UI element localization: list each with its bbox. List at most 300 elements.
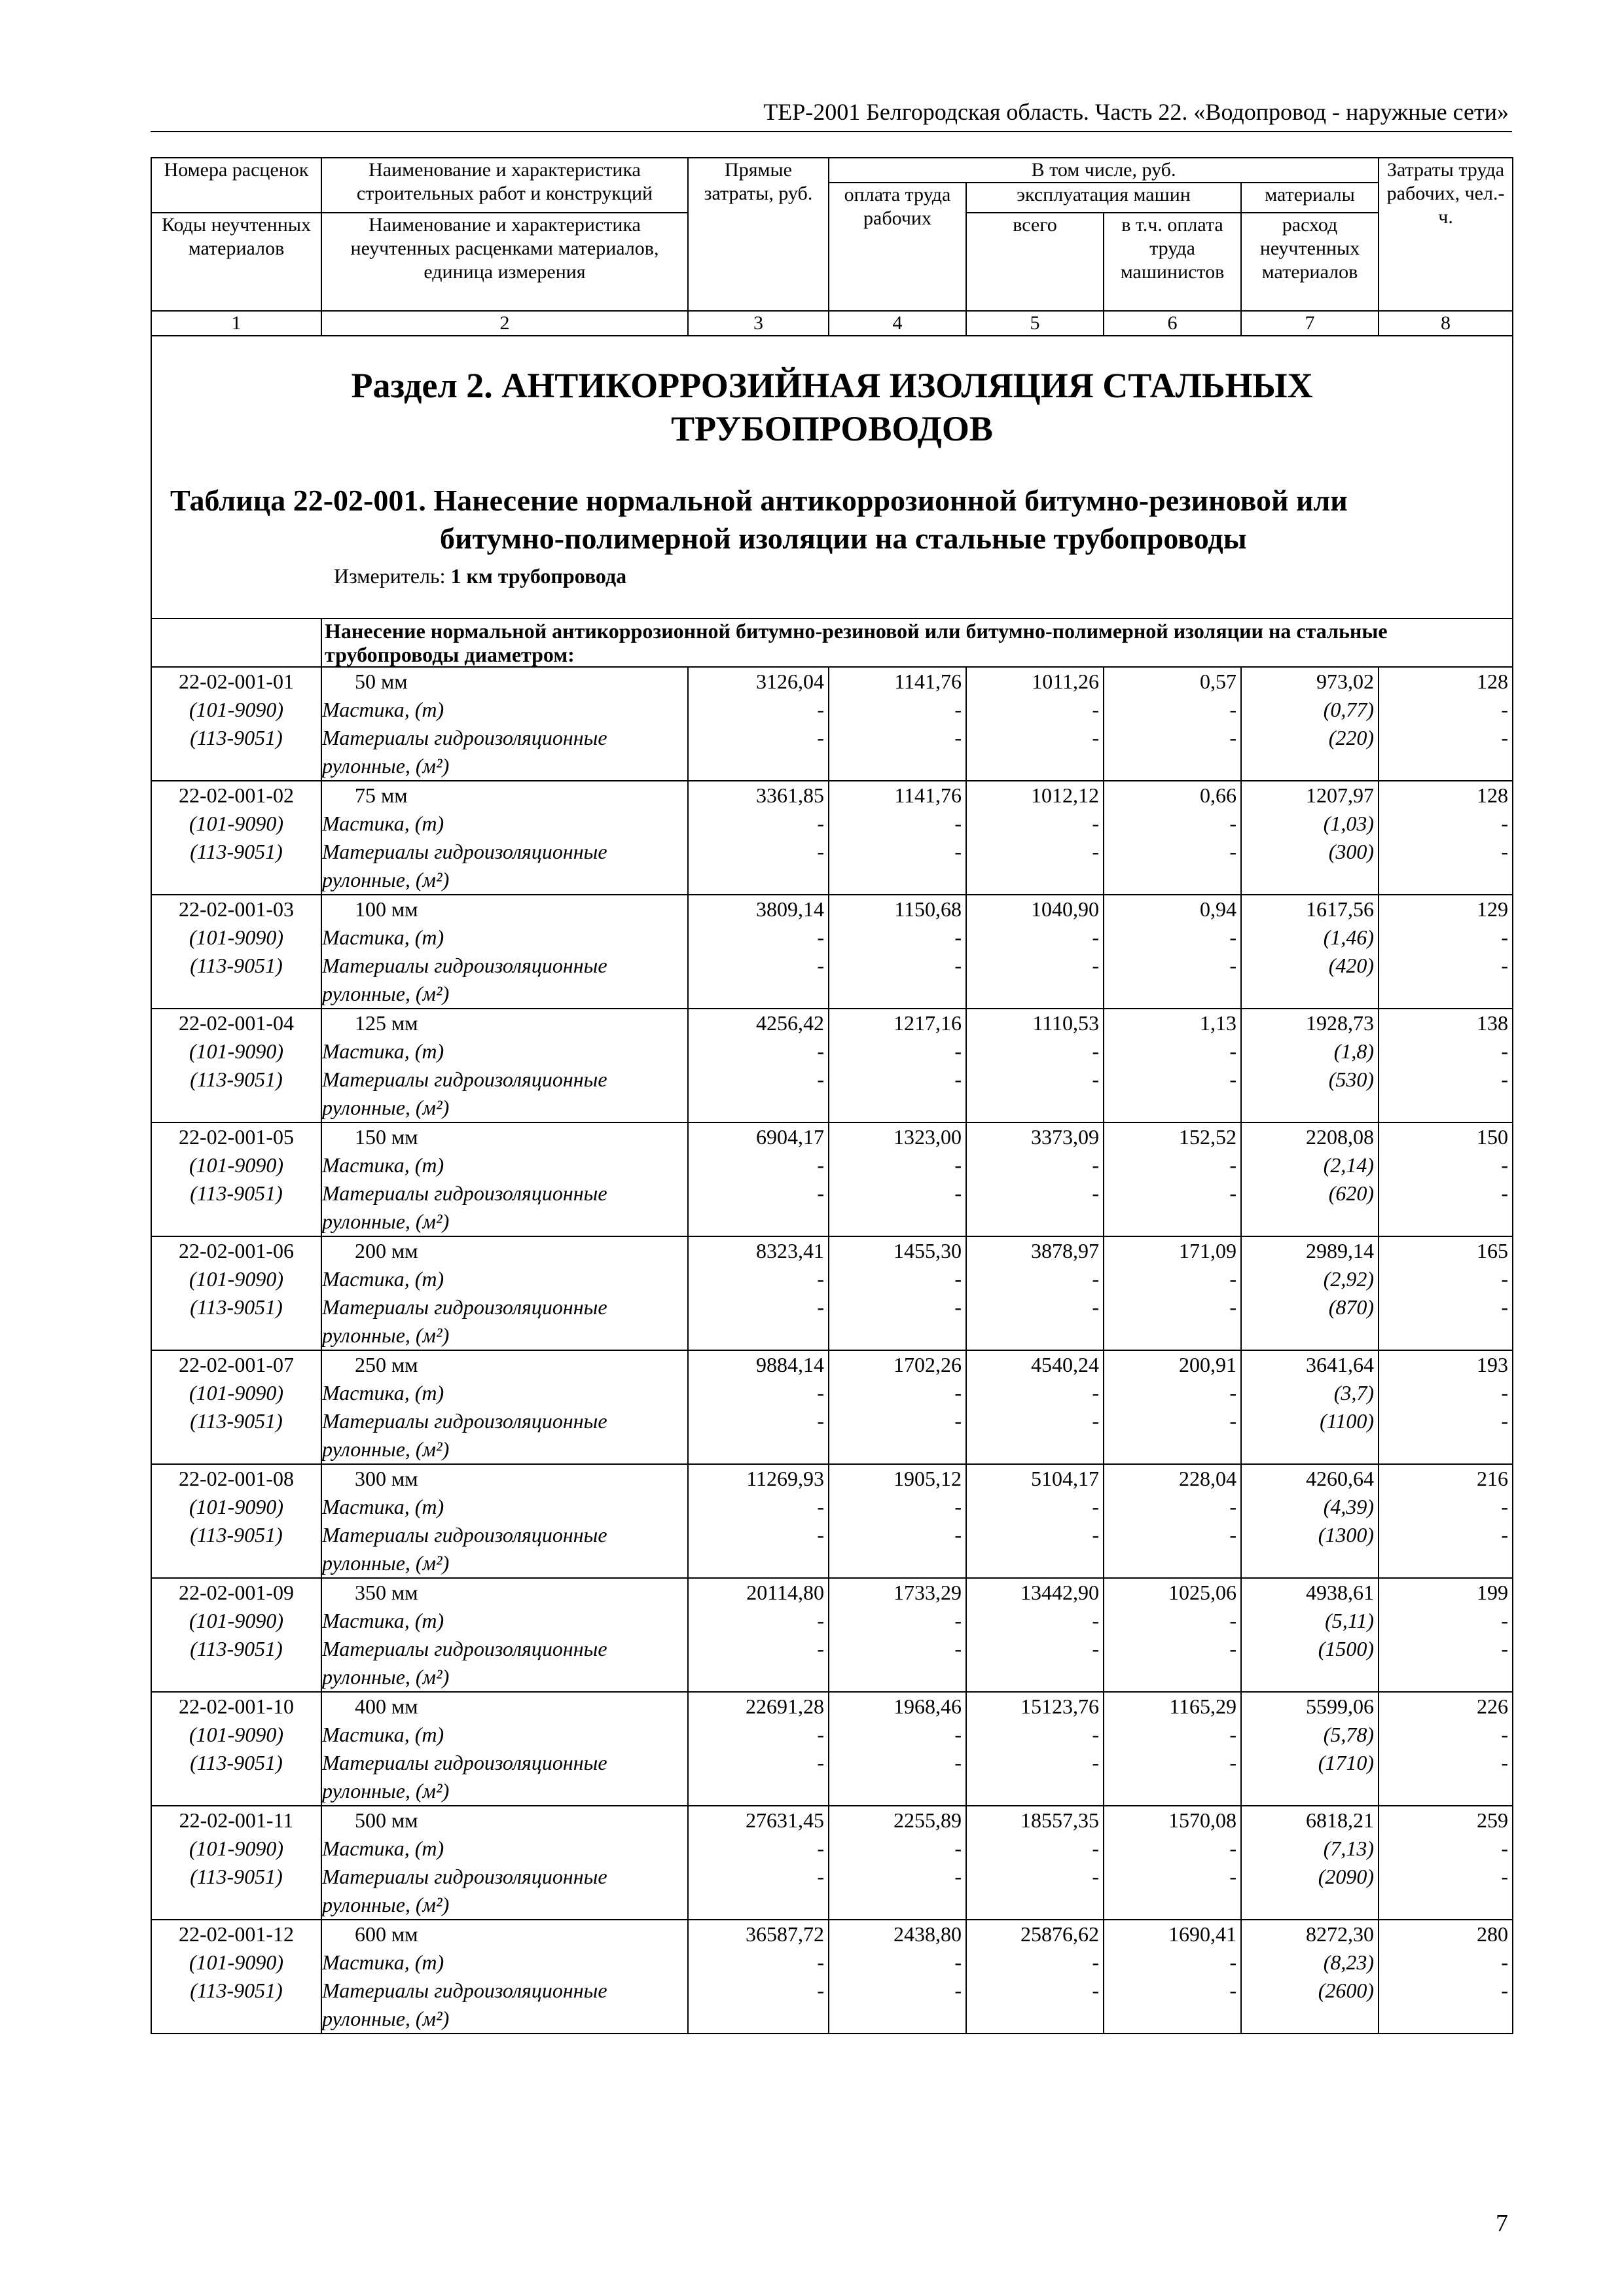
material-quantity: (2,14) — [1323, 1153, 1375, 1177]
dash: - — [1501, 1637, 1509, 1660]
material-code: (113-9051) — [190, 726, 283, 749]
material-code: (101-9090) — [189, 1495, 283, 1518]
cell-value: 1012,12 — [1031, 783, 1099, 807]
material-code: (101-9090) — [189, 925, 283, 949]
labor-pay-cell — [829, 1350, 966, 1464]
materials-cell — [1241, 1350, 1379, 1464]
dash: - — [1092, 1637, 1099, 1660]
subheading: Нанесение нормальной антикоррозионной битумно-резиновой или битумно-полимерной изоляции на стальные трубопроводы диаметром: — [321, 619, 1513, 667]
table-row — [151, 895, 1513, 1009]
labor-pay-cell — [829, 1464, 966, 1578]
material-code: (113-9051) — [190, 1067, 283, 1091]
dash: - — [1501, 1181, 1509, 1205]
dash: - — [1229, 1523, 1236, 1547]
cell-value: 1690,41 — [1168, 1922, 1236, 1946]
labor-hours-cell — [1379, 1692, 1513, 1806]
dash: - — [817, 698, 824, 721]
dash: - — [1092, 1495, 1099, 1518]
dash: - — [954, 726, 962, 749]
rate-code: 22-02-001-09 — [179, 1581, 294, 1604]
labor-pay-cell — [829, 1806, 966, 1920]
dash: - — [817, 1979, 824, 2002]
material-code: (113-9051) — [190, 1523, 283, 1547]
price-table — [151, 157, 1513, 2034]
dash: - — [954, 1751, 962, 1774]
work-name-cell — [321, 1806, 688, 1920]
labor-pay-cell — [829, 1009, 966, 1122]
dash: - — [1092, 1409, 1099, 1433]
dash: - — [817, 1295, 824, 1319]
cell-value: 165 — [1477, 1239, 1509, 1263]
rate-code-cell — [151, 667, 321, 781]
labor-pay-cell — [829, 1692, 966, 1806]
dash: - — [817, 1181, 824, 1205]
page-header — [151, 85, 1512, 132]
cell-value: 4256,42 — [756, 1011, 824, 1035]
dash: - — [817, 1609, 824, 1632]
material-quantity: (4,39) — [1323, 1495, 1375, 1518]
material-name: Материалы гидроизоляционные рулонные, (м²) — [322, 1523, 607, 1575]
dash: - — [1501, 1979, 1509, 2002]
header-machines: эксплуатация машин — [966, 183, 1241, 213]
dash: - — [954, 1950, 962, 1974]
dash: - — [1092, 1039, 1099, 1063]
direct-costs-cell — [688, 781, 829, 895]
dash: - — [954, 1609, 962, 1632]
cell-value: 5599,06 — [1306, 1695, 1375, 1718]
dash: - — [817, 954, 824, 977]
section-title-cell — [151, 336, 1513, 619]
material-name: Мастика, (т) — [322, 925, 444, 949]
material-quantity: (300) — [1328, 840, 1375, 863]
cell-value: 1141,76 — [894, 670, 962, 693]
column-number: 4 — [829, 311, 966, 336]
dash: - — [1229, 1837, 1236, 1860]
dash: - — [1229, 698, 1236, 721]
cell-value: 4540,24 — [1031, 1353, 1099, 1376]
cell-value: 1141,76 — [894, 783, 962, 807]
work-name-cell — [321, 1236, 688, 1350]
header-material-codes: Коды неучтенных материалов — [151, 213, 321, 311]
table-row — [151, 781, 1513, 895]
table-row — [151, 1464, 1513, 1578]
table-body — [151, 667, 1513, 2034]
header-machines-total: всего — [966, 213, 1104, 311]
rate-code-cell — [151, 1350, 321, 1464]
column-number: 8 — [1379, 311, 1513, 336]
dash: - — [1229, 726, 1236, 749]
dash: - — [954, 1039, 962, 1063]
dash: - — [1092, 698, 1099, 721]
dash: - — [1092, 1950, 1099, 1974]
dash: - — [817, 1865, 824, 1888]
materials-cell — [1241, 1464, 1379, 1578]
material-name: Материалы гидроизоляционные рулонные, (м²) — [322, 1865, 607, 1916]
dash: - — [1501, 1837, 1509, 1860]
material-name: Материалы гидроизоляционные рулонные, (м²) — [322, 726, 607, 778]
dash: - — [1092, 1723, 1099, 1746]
material-quantity: (2090) — [1318, 1865, 1375, 1888]
header-work-name: Наименование и характеристика строительных работ и конструкций — [321, 158, 688, 213]
header-labor-hours: Затраты труда рабочих, чел.-ч. — [1379, 158, 1513, 311]
work-name-cell — [321, 781, 688, 895]
dash: - — [1501, 812, 1509, 835]
dash: - — [1501, 1153, 1509, 1177]
dash: - — [1092, 1979, 1099, 2002]
operators-pay-cell — [1104, 1464, 1241, 1578]
work-name-cell — [321, 1920, 688, 2034]
labor-pay-cell — [829, 1122, 966, 1236]
labor-hours-cell — [1379, 1806, 1513, 1920]
dash: - — [817, 1039, 824, 1063]
header-labor-pay: оплата труда рабочих — [829, 183, 966, 311]
rate-code: 22-02-001-10 — [179, 1695, 294, 1718]
section-title-line: ТРУБОПРОВОДОВ — [671, 409, 993, 448]
cell-value: 193 — [1477, 1353, 1509, 1376]
material-code: (113-9051) — [190, 1637, 283, 1660]
material-code: (101-9090) — [189, 1723, 283, 1746]
dash: - — [1229, 1751, 1236, 1774]
material-quantity: (0,77) — [1323, 698, 1375, 721]
material-quantity: (530) — [1328, 1067, 1375, 1091]
cell-value: 1165,29 — [1169, 1695, 1236, 1718]
materials-cell — [1241, 1236, 1379, 1350]
materials-cell — [1241, 1578, 1379, 1692]
rate-code: 22-02-001-08 — [179, 1467, 294, 1490]
cell-value: 199 — [1477, 1581, 1509, 1604]
dash: - — [817, 1495, 824, 1518]
direct-costs-cell — [688, 1464, 829, 1578]
material-code: (113-9051) — [190, 1751, 283, 1774]
cell-value: 150 — [1477, 1125, 1509, 1149]
labor-hours-cell — [1379, 667, 1513, 781]
cell-value: 2208,08 — [1306, 1125, 1375, 1149]
machines-cell — [966, 1578, 1104, 1692]
dash: - — [954, 1979, 962, 2002]
material-code: (113-9051) — [190, 1865, 283, 1888]
cell-value: 128 — [1477, 783, 1509, 807]
header-material-names: Наименование и характеристика неучтенных расценками материалов, единица измерения — [321, 213, 688, 311]
pipe-diameter: 100 мм — [355, 897, 418, 921]
material-name: Мастика, (т) — [322, 1950, 444, 1974]
table-row — [151, 1122, 1513, 1236]
cell-value: 3373,09 — [1031, 1125, 1099, 1149]
cell-value: 4260,64 — [1306, 1467, 1375, 1490]
cell-value: 216 — [1477, 1467, 1509, 1490]
machines-cell — [966, 1464, 1104, 1578]
cell-value: 3809,14 — [756, 897, 824, 921]
dash: - — [1501, 1295, 1509, 1319]
materials-cell — [1241, 1009, 1379, 1122]
table-title-line: Таблица 22-02-001. Нанесение нормальной антикоррозионной битумно-резиновой или — [170, 484, 1348, 517]
cell-value: 6904,17 — [756, 1125, 824, 1149]
section-block — [151, 336, 1513, 667]
dash: - — [1092, 925, 1099, 949]
cell-value: 1217,16 — [893, 1011, 962, 1035]
cell-value: 36587,72 — [746, 1922, 824, 1946]
pipe-diameter: 200 мм — [355, 1239, 418, 1263]
dash: - — [1501, 840, 1509, 863]
dash: - — [1229, 1979, 1236, 2002]
material-code: (101-9090) — [189, 1267, 283, 1291]
material-code: (101-9090) — [189, 1609, 283, 1632]
cell-value: 1455,30 — [893, 1239, 962, 1263]
rate-code-cell — [151, 895, 321, 1009]
work-name-cell — [321, 1578, 688, 1692]
cell-value: 1323,00 — [893, 1125, 962, 1149]
cell-value: 128 — [1477, 670, 1509, 693]
pipe-diameter: 250 мм — [355, 1353, 418, 1376]
pipe-diameter: 150 мм — [355, 1125, 418, 1149]
dash: - — [817, 812, 824, 835]
header-rate-numbers: Номера расценок — [151, 158, 321, 213]
direct-costs-cell — [688, 667, 829, 781]
table-title — [170, 482, 1499, 558]
column-number: 5 — [966, 311, 1104, 336]
material-code: (101-9090) — [189, 1039, 283, 1063]
pipe-diameter: 500 мм — [355, 1808, 418, 1832]
work-name-cell — [321, 667, 688, 781]
dash: - — [817, 1837, 824, 1860]
rate-code-cell — [151, 1920, 321, 2034]
cell-value: 1702,26 — [893, 1353, 962, 1376]
labor-hours-cell — [1379, 1350, 1513, 1464]
dash: - — [1092, 1181, 1099, 1205]
material-name: Материалы гидроизоляционные рулонные, (м²) — [322, 1751, 607, 1803]
table-row — [151, 1236, 1513, 1350]
material-name: Мастика, (т) — [322, 1837, 444, 1860]
direct-costs-cell — [688, 1806, 829, 1920]
column-number: 6 — [1104, 311, 1241, 336]
material-name: Материалы гидроизоляционные рулонные, (м²) — [322, 1979, 607, 2030]
dash: - — [954, 1067, 962, 1091]
section-title-line: Раздел 2. АНТИКОРРОЗИЙНАЯ ИЗОЛЯЦИЯ СТАЛЬНЫХ — [351, 366, 1313, 405]
operators-pay-cell — [1104, 1578, 1241, 1692]
cell-value: 3641,64 — [1306, 1353, 1375, 1376]
pipe-diameter: 300 мм — [355, 1467, 418, 1490]
table-header — [151, 158, 1513, 336]
cell-value: 200,91 — [1179, 1353, 1236, 1376]
dash: - — [1092, 1295, 1099, 1319]
material-name: Материалы гидроизоляционные рулонные, (м²) — [322, 1295, 607, 1347]
material-code: (101-9090) — [189, 1153, 283, 1177]
material-quantity: (1500) — [1318, 1637, 1375, 1660]
rate-code: 22-02-001-06 — [179, 1239, 294, 1263]
measure-unit — [334, 564, 626, 588]
dash: - — [1501, 1039, 1509, 1063]
page-number: 7 — [1496, 2210, 1508, 2237]
material-quantity: (1710) — [1318, 1751, 1375, 1774]
dash: - — [1501, 1723, 1509, 1746]
dash: - — [1092, 812, 1099, 835]
labor-hours-cell — [1379, 1236, 1513, 1350]
direct-costs-cell — [688, 1578, 829, 1692]
direct-costs-cell — [688, 895, 829, 1009]
dash: - — [817, 1637, 824, 1660]
material-quantity: (5,78) — [1323, 1723, 1375, 1746]
measure-value: 1 км трубопровода — [450, 564, 627, 588]
machines-cell — [966, 1350, 1104, 1464]
machines-cell — [966, 1692, 1104, 1806]
material-name: Мастика, (т) — [322, 1723, 444, 1746]
dash: - — [1501, 698, 1509, 721]
labor-pay-cell — [829, 1578, 966, 1692]
material-name: Материалы гидроизоляционные рулонные, (м²) — [322, 1409, 607, 1461]
material-quantity: (420) — [1328, 954, 1375, 977]
cell-value: 1040,90 — [1031, 897, 1099, 921]
dash: - — [954, 812, 962, 835]
rate-code-cell — [151, 1806, 321, 1920]
material-name: Мастика, (т) — [322, 1267, 444, 1291]
direct-costs-cell — [688, 1122, 829, 1236]
material-name: Мастика, (т) — [322, 812, 444, 835]
cell-value: 22691,28 — [746, 1695, 824, 1718]
dash: - — [1092, 1751, 1099, 1774]
operators-pay-cell — [1104, 1236, 1241, 1350]
cell-value: 3126,04 — [756, 670, 824, 693]
header-material-consumption: расход неучтенных материалов — [1241, 213, 1379, 311]
header-including: В том числе, руб. — [829, 158, 1379, 183]
cell-value: 3878,97 — [1031, 1239, 1099, 1263]
dash: - — [1229, 1865, 1236, 1888]
dash: - — [1092, 1381, 1099, 1405]
section-title — [152, 364, 1512, 450]
material-name: Мастика, (т) — [322, 1609, 444, 1632]
cell-value: 9884,14 — [756, 1353, 824, 1376]
rate-code: 22-02-001-01 — [179, 670, 294, 693]
machines-cell — [966, 1806, 1104, 1920]
material-quantity: (7,13) — [1323, 1837, 1375, 1860]
cell-value: 27631,45 — [746, 1808, 824, 1832]
cell-value: 152,52 — [1179, 1125, 1236, 1149]
dash: - — [1092, 1153, 1099, 1177]
dash: - — [1092, 1609, 1099, 1632]
dash: - — [817, 1381, 824, 1405]
operators-pay-cell — [1104, 1806, 1241, 1920]
labor-pay-cell — [829, 1920, 966, 2034]
cell-value: 1150,68 — [894, 897, 962, 921]
material-quantity: (870) — [1328, 1295, 1375, 1319]
operators-pay-cell — [1104, 1350, 1241, 1464]
subheading-empty — [151, 619, 321, 667]
rate-code: 22-02-001-02 — [179, 783, 294, 807]
machines-cell — [966, 895, 1104, 1009]
cell-value: 15123,76 — [1020, 1695, 1099, 1718]
cell-value: 2255,89 — [893, 1808, 962, 1832]
material-quantity: (8,23) — [1323, 1950, 1375, 1974]
material-name: Мастика, (т) — [322, 1495, 444, 1518]
direct-costs-cell — [688, 1920, 829, 2034]
materials-cell — [1241, 1122, 1379, 1236]
pipe-diameter: 50 мм — [355, 670, 408, 693]
dash: - — [1501, 1950, 1509, 1974]
dash: - — [1229, 1039, 1236, 1063]
dash: - — [1229, 1067, 1236, 1091]
material-quantity: (1,8) — [1333, 1039, 1375, 1063]
dash: - — [817, 1523, 824, 1547]
cell-value: 280 — [1477, 1922, 1509, 1946]
cell-value: 226 — [1477, 1695, 1509, 1718]
dash: - — [817, 726, 824, 749]
dash: - — [1229, 1295, 1236, 1319]
dash: - — [1229, 1950, 1236, 1974]
table-row — [151, 1692, 1513, 1806]
material-quantity: (1,03) — [1323, 812, 1375, 835]
dash: - — [1092, 726, 1099, 749]
labor-hours-cell — [1379, 1578, 1513, 1692]
cell-value: 1207,97 — [1306, 783, 1375, 807]
work-name-cell — [321, 895, 688, 1009]
material-quantity: (2,92) — [1323, 1267, 1375, 1291]
labor-pay-cell — [829, 667, 966, 781]
rate-code-cell — [151, 1692, 321, 1806]
cell-value: 8272,30 — [1306, 1922, 1375, 1946]
dash: - — [1501, 1865, 1509, 1888]
dash: - — [1229, 1409, 1236, 1433]
cell-value: 2989,14 — [1306, 1239, 1375, 1263]
material-quantity: (1,46) — [1323, 925, 1375, 949]
cell-value: 129 — [1477, 897, 1509, 921]
table-row — [151, 1350, 1513, 1464]
dash: - — [1092, 1523, 1099, 1547]
work-name-cell — [321, 1009, 688, 1122]
material-code: (101-9090) — [189, 812, 283, 835]
pipe-diameter: 125 мм — [355, 1011, 418, 1035]
operators-pay-cell — [1104, 1920, 1241, 2034]
dash: - — [1092, 840, 1099, 863]
cell-value: 1025,06 — [1168, 1581, 1236, 1604]
header-direct-costs: Прямые затраты, руб. — [688, 158, 829, 311]
work-name-cell — [321, 1350, 688, 1464]
material-quantity: (620) — [1328, 1181, 1375, 1205]
cell-value: 973,02 — [1316, 670, 1375, 693]
table-row — [151, 1806, 1513, 1920]
header-operators-pay: в т.ч. оплата труда машинистов — [1104, 213, 1241, 311]
material-code: (113-9051) — [190, 954, 283, 977]
dash: - — [1229, 1609, 1236, 1632]
material-quantity: (2600) — [1318, 1979, 1375, 2002]
cell-value: 11269,93 — [746, 1467, 824, 1490]
dash: - — [954, 1181, 962, 1205]
dash: - — [817, 1067, 824, 1091]
dash: - — [817, 925, 824, 949]
column-number: 2 — [321, 311, 688, 336]
work-name-cell — [321, 1464, 688, 1578]
dash: - — [954, 1295, 962, 1319]
work-name-cell — [321, 1122, 688, 1236]
pipe-diameter: 600 мм — [355, 1922, 418, 1946]
column-number: 7 — [1241, 311, 1379, 336]
labor-hours-cell — [1379, 1464, 1513, 1578]
cell-value: 1617,56 — [1306, 897, 1375, 921]
dash: - — [817, 840, 824, 863]
document-title: ТЕР-2001 Белгородская область. Часть 22. «Водопровод - наружные сети» — [763, 99, 1509, 125]
machines-cell — [966, 781, 1104, 895]
column-number: 1 — [151, 311, 321, 336]
dash: - — [817, 1409, 824, 1433]
dash: - — [954, 1837, 962, 1860]
labor-hours-cell — [1379, 1920, 1513, 2034]
cell-value: 1968,46 — [893, 1695, 962, 1718]
operators-pay-cell — [1104, 667, 1241, 781]
labor-hours-cell — [1379, 895, 1513, 1009]
dash: - — [1092, 954, 1099, 977]
rate-code-cell — [151, 1464, 321, 1578]
dash: - — [1501, 1495, 1509, 1518]
dash: - — [1501, 1409, 1509, 1433]
rate-code-cell — [151, 1122, 321, 1236]
table-row — [151, 1920, 1513, 2034]
